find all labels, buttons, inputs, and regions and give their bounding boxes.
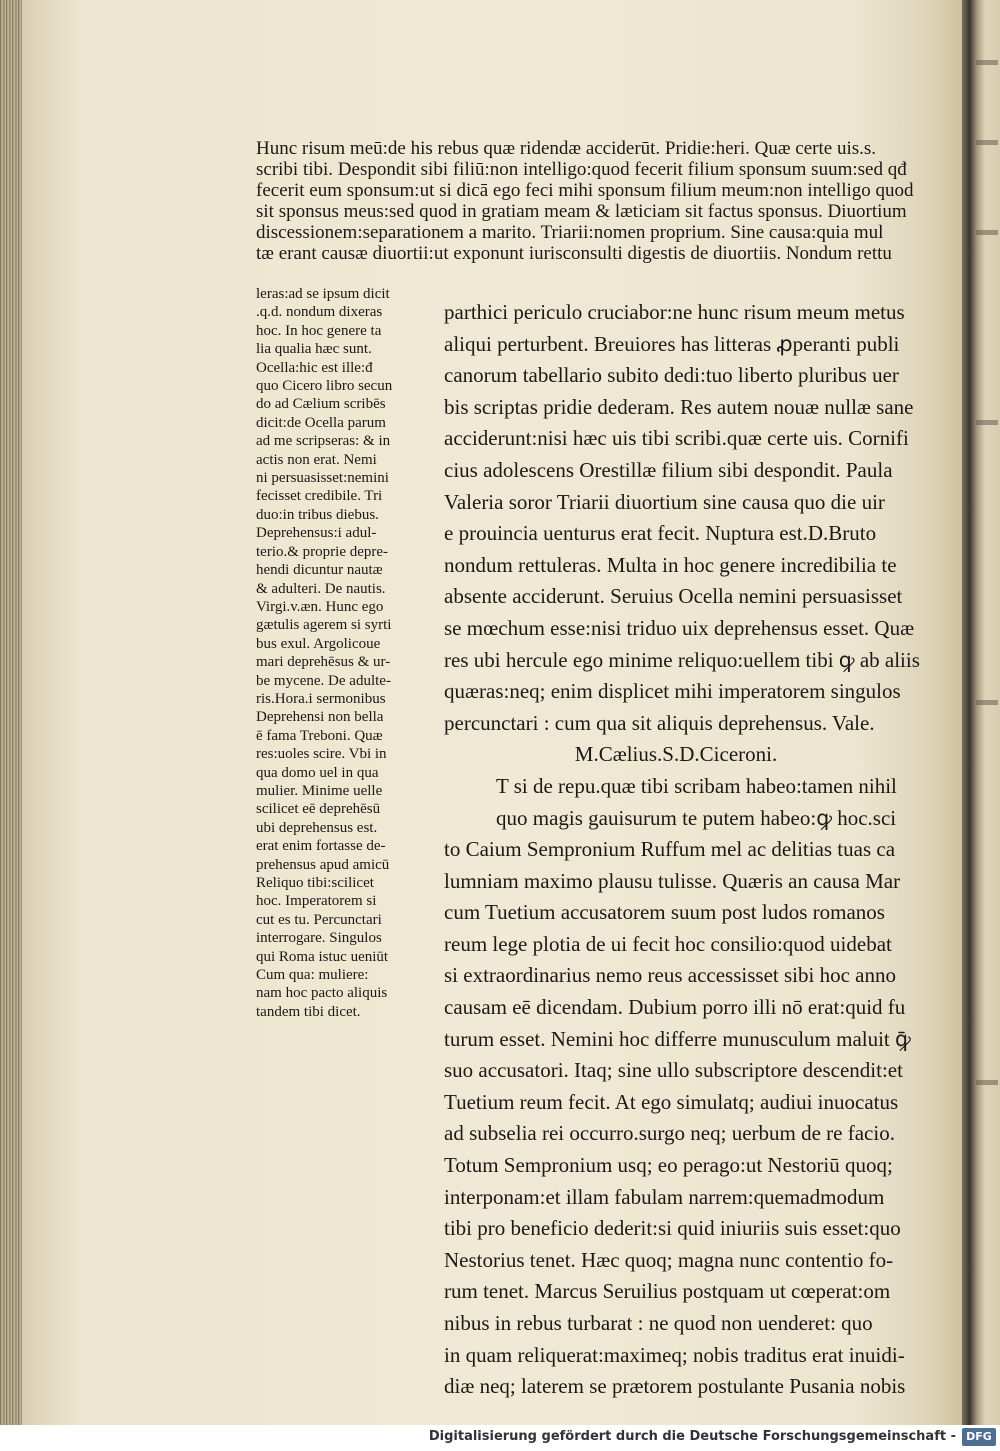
main-text-line: percunctari : cum qua sit aliquis deprehensus. Vale. <box>444 710 875 735</box>
side-commentary-line: Reliquo tibi:scilicet <box>256 875 374 891</box>
commentary-line: Hunc risum meū:de his rebus quæ ridendæ acciderūt. Pridie:heri. Quæ certe uis.s. <box>256 138 877 159</box>
letter-text-line: Totum Sempronium usq; eo perago:ut Nestoriū quoq; <box>444 1153 893 1178</box>
letter-heading: M.Cælius.S.D.Ciceroni. <box>574 742 778 767</box>
side-commentary-line: Cum qua: muliere: <box>256 967 369 984</box>
letter-text-line: tibi pro beneficio dederit:si quid iniuriis suis esset:quo <box>444 1216 901 1241</box>
side-commentary-line: lia qualia hæc sunt. <box>256 341 372 358</box>
side-commentary-line: ubi deprehensus est. <box>256 819 378 836</box>
main-text-line: res ubi hercule ego minime reliquo:uellem tibi ꝙ ab aliis <box>444 647 920 672</box>
letter-text-line: ad subselia rei occurro.surgo neq; uerbum de re facio. <box>444 1121 895 1146</box>
main-text-line: canorum tabellario subito dedi:tuo liberto pluribus uer <box>444 363 899 388</box>
side-commentary-line: ad me scripseras: & in <box>256 433 391 450</box>
facing-page-bleed <box>976 420 998 425</box>
letter-text-line: Tuetium reum fecit. At ego simulatq; audiui inuocatus <box>444 1089 899 1114</box>
main-text-column <box>444 297 920 1403</box>
side-commentary-line: qua domo uel in qua <box>256 764 379 781</box>
letter-text-line: reum lege plotia de ui fecit hoc consilio:quod uidebat <box>444 931 892 956</box>
side-commentary-line: res:uoles scire. Vbi in <box>256 746 387 763</box>
commentary-line: fecerit eum sponsum:ut si dicā ego feci mihi sponsum filium meum:non intelligo quod <box>256 180 914 201</box>
side-commentary-line: ni persuasisset:nemini <box>256 470 389 487</box>
commentary-line: tæ erant causæ diuortii:ut exponunt iurisconsulti digestis de diuortiis. Nondum rettu <box>256 243 892 264</box>
side-commentary-line: erat enim fortasse de- <box>256 838 386 855</box>
main-text-line: cius adolescens Orestillæ filium sibi despondit. Paula <box>444 457 893 482</box>
main-text-line: aliqui perturbent. Breuiores has litteras ꝓperanti publi <box>444 331 900 356</box>
letter-text-line: in quam reliquerat:maximeq; nobis traditus erat inuidi- <box>444 1342 905 1367</box>
letter-text-line: turum esset. Nemini hoc differre munusculum maluit ꝙ̄ <box>444 1026 911 1051</box>
main-text-line: parthici periculo cruciabor:ne hunc risum meum metus <box>444 300 905 324</box>
facing-page-bleed <box>976 700 998 705</box>
side-commentary <box>256 285 432 1021</box>
side-commentary-line: Virgi.v.æn. Hunc ego <box>256 598 384 615</box>
side-commentary-line: prehensus apud amicū <box>256 856 390 873</box>
side-commentary-line: duo:in tribus diebus. <box>256 506 379 523</box>
letter-text-line: rum tenet. Marcus Seruilius postquam ut cœperat:om <box>444 1279 891 1304</box>
facing-page-bleed <box>976 60 998 65</box>
side-commentary-line: mari deprehēsus & ur- <box>256 654 391 671</box>
letter-text-line: to Caium Sempronium Ruffum mel ac delitias tuas ca <box>444 837 896 862</box>
letter-first-line: T si de repu.quæ tibi scribam habeo:tamen nihil <box>496 773 897 798</box>
side-commentary-line: .q.d. nondum dixeras <box>256 304 383 321</box>
funding-notice: Digitalisierung gefördert durch die Deutsche Forschungsgemeinschaft - <box>428 1429 956 1444</box>
side-commentary-line: cut es tu. Percunctari <box>256 911 382 928</box>
side-commentary-line: quo Cicero libro secun <box>256 378 393 395</box>
side-commentary-line: hendi dicuntur nautæ <box>256 562 383 579</box>
side-commentary-line: be mycene. De adulte- <box>256 672 391 689</box>
letter-text-line: cum Tuetium accusatorem suum post ludos romanos <box>444 900 885 925</box>
main-text-line: bis scriptas pridie dederam. Res autem nouæ nullæ sane <box>444 394 914 419</box>
main-text-line: Valeria soror Triarii diuortium sine causa quo die uir <box>444 489 885 514</box>
facing-page-gutter <box>962 0 1000 1425</box>
letter-text-line: suo accusatori. Itaq; sine ullo subscriptore descendit:et <box>444 1058 903 1083</box>
side-commentary-line: dicit:de Ocella parum <box>256 414 386 431</box>
facing-page-bleed <box>976 230 998 235</box>
side-commentary-line: terio.& proprie depre- <box>256 543 389 560</box>
side-commentary-line: leras:ad se ipsum dicit <box>256 286 390 302</box>
side-commentary-line: gætulis agerem si syrti <box>256 617 392 634</box>
side-commentary-line: qui Roma istuc ueniūt <box>256 948 389 965</box>
main-text-line: e prouincia uenturus erat fecit. Nuptura est.D.Bruto <box>444 521 877 546</box>
side-commentary-line: ē fama Treboni. Quæ <box>256 727 383 744</box>
side-commentary-line: tandem tibi dicet. <box>256 1003 361 1020</box>
side-commentary-line: & adulteri. De nautis. <box>256 580 386 597</box>
side-commentary-line: ris.Hora.i sermonibus <box>256 690 386 707</box>
letter-text-line: lumniam maximo plausu tulisse. Quæris an causa Mar <box>444 868 901 893</box>
facing-page-bleed <box>976 140 998 145</box>
letter-text-line: interponam:et illam fabulam narrem:quemadmodum <box>444 1184 885 1209</box>
side-commentary-line: bus exul. Argolicoue <box>256 635 381 652</box>
dfg-logo[interactable]: DFG <box>962 1428 996 1446</box>
side-commentary-line: interrogare. Singulos <box>256 930 382 947</box>
side-commentary-line: do ad Cælium scribēs <box>256 396 386 413</box>
side-commentary-line: fecisset credibile. Tri <box>256 488 383 505</box>
letter-text-line: Nestorius tenet. Hæc quoq; magna nunc contentio fo- <box>444 1247 894 1272</box>
main-text-line: absente acciderunt. Seruius Ocella nemini persuasisset <box>444 584 903 609</box>
main-text-line: nondum rettuleras. Multa in hoc genere incredibilia te <box>444 552 897 577</box>
letter-text-line: si extraordinarius nemo reus accessisset sibi hoc anno <box>444 963 896 988</box>
main-text-line: acciderunt:nisi hæc uis tibi scribi.quæ certe uis. Cornifi <box>444 426 909 451</box>
side-commentary-line: scilicet eē deprehēsū <box>256 801 381 818</box>
commentary-line: sit sponsus meus:sed quod in gratiam meam & læticiam sit factus sponsus. Diuortium <box>256 201 907 222</box>
main-text-line: se mœchum esse:nisi triduo uix deprehensus esset. Quæ <box>444 615 915 640</box>
side-commentary-line: Ocella:hic est ille:đ <box>256 359 373 376</box>
side-commentary-line: hoc. Imperatorem si <box>256 893 377 910</box>
letter-text-line: nibus in rebus turbarat : ne quod non uenderet: quo <box>444 1311 873 1335</box>
letter-text-line: quo magis gauisurum te putem habeo:ꝙ hoc.sci <box>496 805 897 830</box>
side-commentary-line: actis non erat. Nemi <box>256 451 377 468</box>
digitization-footer <box>0 1425 1000 1451</box>
main-text-line: quæras:neq; enim displicet mihi imperatorem singulos <box>444 679 901 704</box>
commentary-line: scribi tibi. Despondit sibi filiū:non intelligo:quod fecerit filium sponsum suum:sed qđ <box>256 159 907 180</box>
side-commentary-line: mulier. Minime uelle <box>256 782 383 799</box>
top-commentary <box>256 138 918 264</box>
letter-text-line: causam eē dicendam. Dubium porro illi nō erat:quid fu <box>444 995 906 1020</box>
side-commentary-line: Deprehensus:i adul- <box>256 525 377 542</box>
letter-text-line: diæ neq; laterem se prætorem postulante Pusania nobis <box>444 1374 906 1399</box>
commentary-line: discessionem:separationem a marito. Triarii:nomen proprium. Sine causa:quia mul <box>256 222 884 243</box>
side-commentary-line: nam hoc pacto aliquis <box>256 985 388 1002</box>
side-commentary-line: hoc. In hoc genere ta <box>256 322 382 339</box>
side-commentary-line: Deprehensi non bella <box>256 709 384 726</box>
facing-page-bleed <box>976 1080 998 1085</box>
